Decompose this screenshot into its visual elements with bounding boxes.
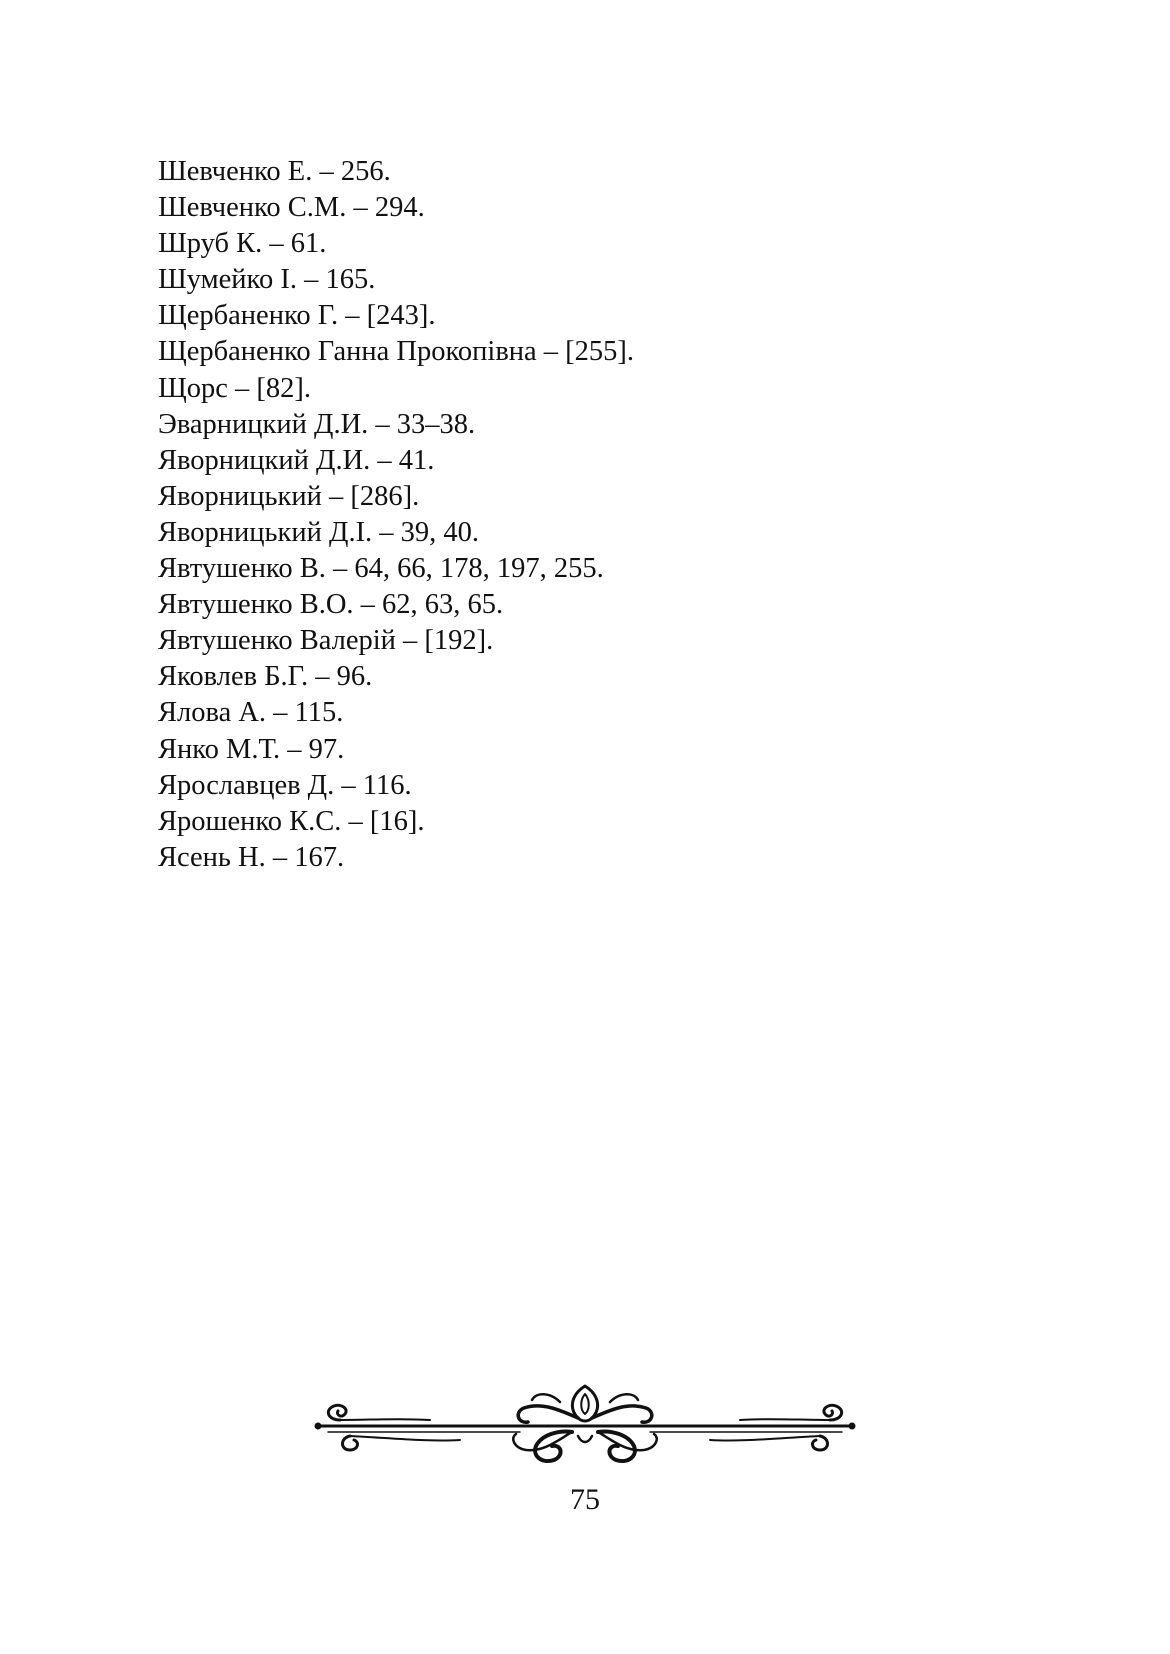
index-entry: Яворницький – [286].	[158, 480, 420, 512]
index-entry: Ярошенко К.С. – [16].	[158, 805, 425, 837]
index-entry: Щербаненко Г. – [243].	[158, 300, 436, 332]
index-entry: Явтушенко Валерій – [192].	[158, 625, 494, 657]
index-entry: Явтушенко В.О. – 62, 63, 65.	[158, 589, 504, 621]
index-entry: Шруб К. – 61.	[158, 228, 327, 260]
index-entry: Шумейко І. – 165.	[158, 264, 376, 296]
index-entry: Эварницкий Д.И. – 33–38.	[158, 408, 476, 440]
index-entry: Шевченко С.М. – 294.	[158, 192, 425, 224]
index-entry: Янко М.Т. – 97.	[158, 733, 345, 765]
index-entry: Яворницький Д.І. – 39, 40.	[158, 516, 480, 548]
index-entry: Щорс – [82].	[158, 372, 312, 404]
index-entry: Ялова А. – 115.	[158, 697, 344, 729]
index-entry: Яковлев Б.Г. – 96.	[158, 661, 373, 693]
name-index-list	[158, 154, 958, 876]
index-entry: Явтушенко В. – 64, 66, 178, 197, 255.	[158, 553, 604, 585]
index-entry: Яворницкий Д.И. – 41.	[158, 444, 435, 476]
page-number: 75	[570, 1483, 600, 1516]
flourish-divider-icon	[310, 1380, 860, 1470]
index-entry: Ясень Н. – 167.	[158, 841, 345, 873]
index-entry: Шевченко Е. – 256.	[158, 156, 391, 187]
index-entry: Щербаненко Ганна Прокопівна – [255].	[158, 336, 635, 368]
index-entry: Ярославцев Д. – 116.	[158, 769, 412, 801]
